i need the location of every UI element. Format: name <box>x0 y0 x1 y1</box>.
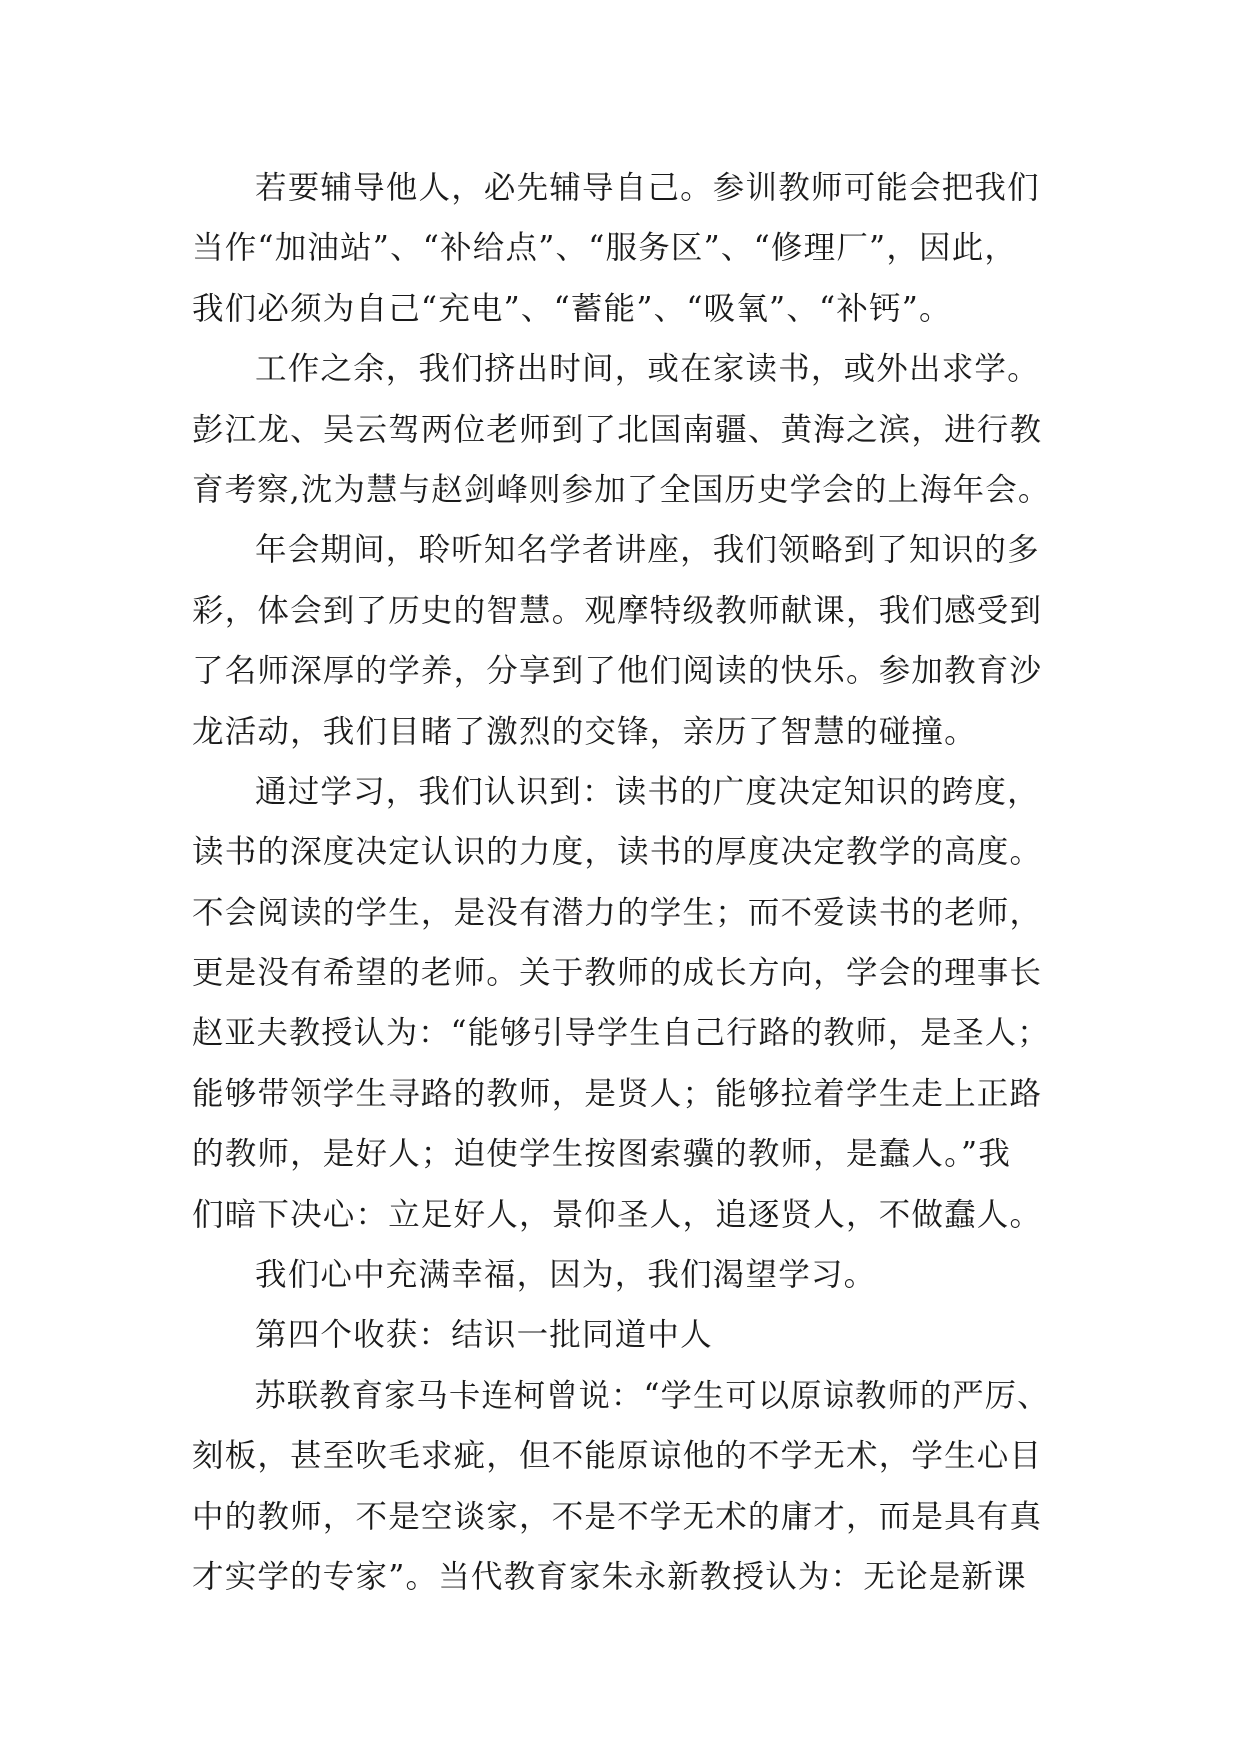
text-line: 刻板，甚至吹毛求疵，但不能原谅他的不学无术，学生心目 <box>192 1438 1043 1475</box>
text-line: 读书的深度决定认识的力度，读书的厚度决定教学的高度。 <box>192 834 1043 871</box>
paragraph-first-line: 我们心中充满幸福，因为，我们渴望学习。 <box>255 1257 877 1294</box>
paragraph-first-line: 苏联教育家马卡连柯曾说：“学生可以原谅教师的严厉、 <box>254 1377 1050 1414</box>
text-line: 不会阅读的学生，是没有潜力的学生；而不爱读书的老师， <box>192 894 1043 931</box>
paragraph-first-line: 通过学习，我们认识到：读书的广度决定知识的跨度， <box>255 773 1040 810</box>
paragraph-first-line: 第四个收获：结识一批同道中人 <box>255 1317 713 1354</box>
text-line: 彭江龙、吴云驾两位老师到了北国南疆、黄海之滨，进行教 <box>192 411 1043 448</box>
text-line: 更是没有希望的老师。关于教师的成长方向，学会的理事长 <box>192 955 1043 992</box>
text-line: 赵亚夫教授认为：“能够引导学生自己行路的教师，是圣人； <box>192 1015 1050 1052</box>
text-line: 的教师，是好人；迫使学生按图索骥的教师，是蠢人。”我 <box>192 1136 1012 1173</box>
paragraph-first-line: 若要辅导他人，必先辅导自己。参训教师可能会把我们 <box>255 170 1040 206</box>
text-line: 彩，体会到了历史的智慧。观摩特级教师献课，我们感受到 <box>192 592 1043 629</box>
text-line: 我们必须为自己“充电”、“蓄能”、“吸氧”、“补钙”。 <box>192 290 952 327</box>
text-line: 们暗下决心：立足好人，景仰圣人，追逐贤人，不做蠢人。 <box>192 1196 1043 1233</box>
text-line: 才实学的专家”。当代教育家朱永新教授认为：无论是新课 <box>192 1558 1027 1595</box>
text-line: 育考察,沈为慧与赵剑峰则参加了全国历史学会的上海年会。 <box>192 471 1051 508</box>
text-line: 了名师深厚的学养，分享到了他们阅读的快乐。参加教育沙 <box>192 653 1043 690</box>
paragraph-first-line: 年会期间，聆听知名学者讲座，我们领略到了知识的多 <box>255 532 1040 569</box>
text-line: 龙活动，我们目睹了激烈的交锋，亲历了智慧的碰撞。 <box>192 713 977 750</box>
paragraph-first-line: 工作之余，我们挤出时间，或在家读书，或外出求学。 <box>255 351 1040 388</box>
document-body <box>192 158 1050 1607</box>
text-line: 中的教师，不是空谈家，不是不学无术的庸才，而是具有真 <box>192 1498 1043 1535</box>
text-line: 当作“加油站”、“补给点”、“服务区”、“修理厂”，因此， <box>192 230 1018 267</box>
text-line: 能够带领学生寻路的教师，是贤人；能够拉着学生走上正路 <box>192 1075 1043 1112</box>
